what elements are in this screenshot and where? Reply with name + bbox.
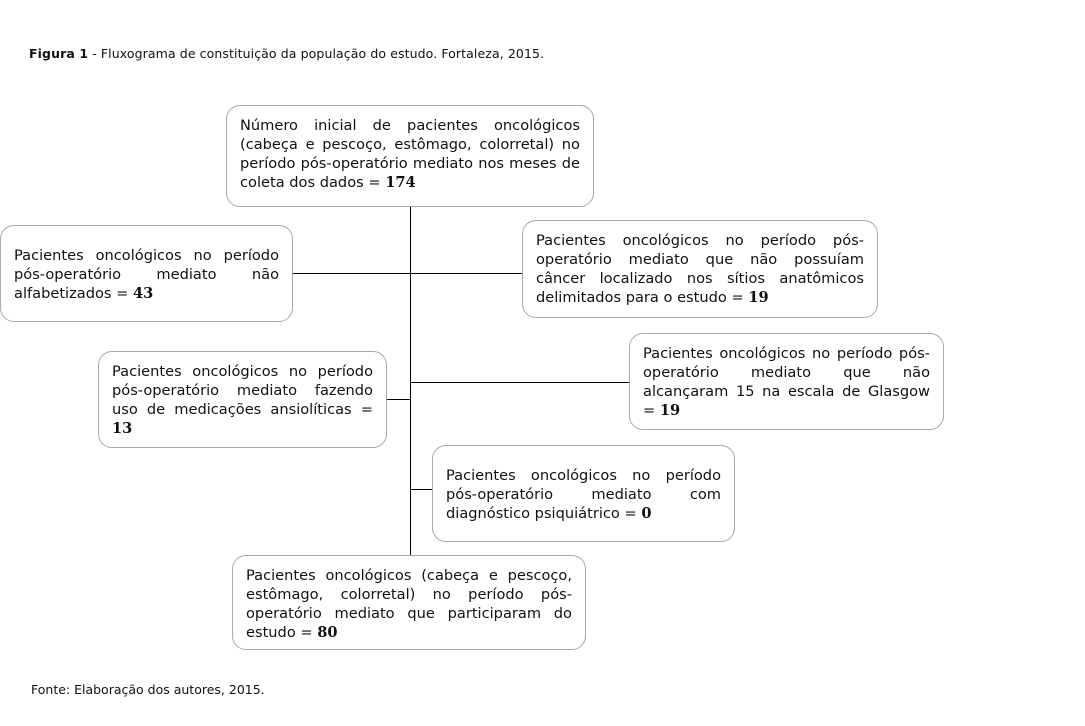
box-cancer-site-text: Pacientes oncológicos no período pós-operatório mediato que não possuíam câncer localizado nos sítios anatômicos delimitados para o estudo = — [536, 232, 864, 306]
connector-anxiolytics — [386, 399, 411, 400]
box-not-literate-value: 43 — [133, 285, 154, 302]
connector-psychiatric — [410, 489, 433, 490]
box-glasgow — [629, 333, 944, 430]
box-glasgow-text: Pacientes oncológicos no período pós-operatório mediato que não alcançaram 15 na escala de Glasgow = — [643, 345, 930, 419]
figure-label: Figura 1 — [29, 46, 89, 61]
box-initial-patients-text: Número inicial de pacientes oncológicos (cabeça e pescoço, estômago, colorretal) no período pós-operatório mediato nos meses de coleta dos dados = — [240, 117, 580, 191]
box-not-literate-text: Pacientes oncológicos no período pós-operatório mediato não alfabetizados = — [14, 247, 279, 302]
box-psychiatric-value: 0 — [641, 505, 652, 522]
connector-not-literate — [293, 273, 411, 274]
box-anxiolytics-text: Pacientes oncológicos no período pós-operatório mediato fazendo uso de medicações ansiolíticas = — [112, 363, 373, 418]
box-final-participants — [232, 555, 586, 650]
box-anxiolytics-value: 13 — [112, 420, 133, 437]
source-note: Fonte: Elaboração dos autores, 2015. — [31, 682, 265, 697]
connector-glasgow — [410, 382, 630, 383]
figure-caption: Figura 1 - Fluxograma de constituição da população do estudo. Fortaleza, 2015. — [29, 46, 545, 61]
box-cancer-site — [522, 220, 878, 318]
box-psychiatric-text: Pacientes oncológicos no período pós-operatório mediato com diagnóstico psiquiátrico = — [446, 467, 721, 522]
box-glasgow-value: 19 — [659, 402, 681, 419]
box-final-participants-value: 80 — [317, 624, 338, 641]
box-final-participants-text: Pacientes oncológicos (cabeça e pescoço, estômago, colorretal) no período pós-operatório mediato que participaram do estudo = — [246, 567, 572, 641]
box-cancer-site-value: 19 — [748, 289, 769, 306]
box-not-literate — [0, 225, 293, 322]
box-initial-patients-value: 174 — [385, 174, 416, 191]
box-psychiatric — [432, 445, 735, 542]
connector-cancer-site — [410, 273, 523, 274]
box-initial-patients — [226, 105, 594, 207]
figure-title: Fluxograma de constituição da população do estudo. Fortaleza, 2015. — [100, 46, 545, 61]
box-anxiolytics — [98, 351, 387, 448]
